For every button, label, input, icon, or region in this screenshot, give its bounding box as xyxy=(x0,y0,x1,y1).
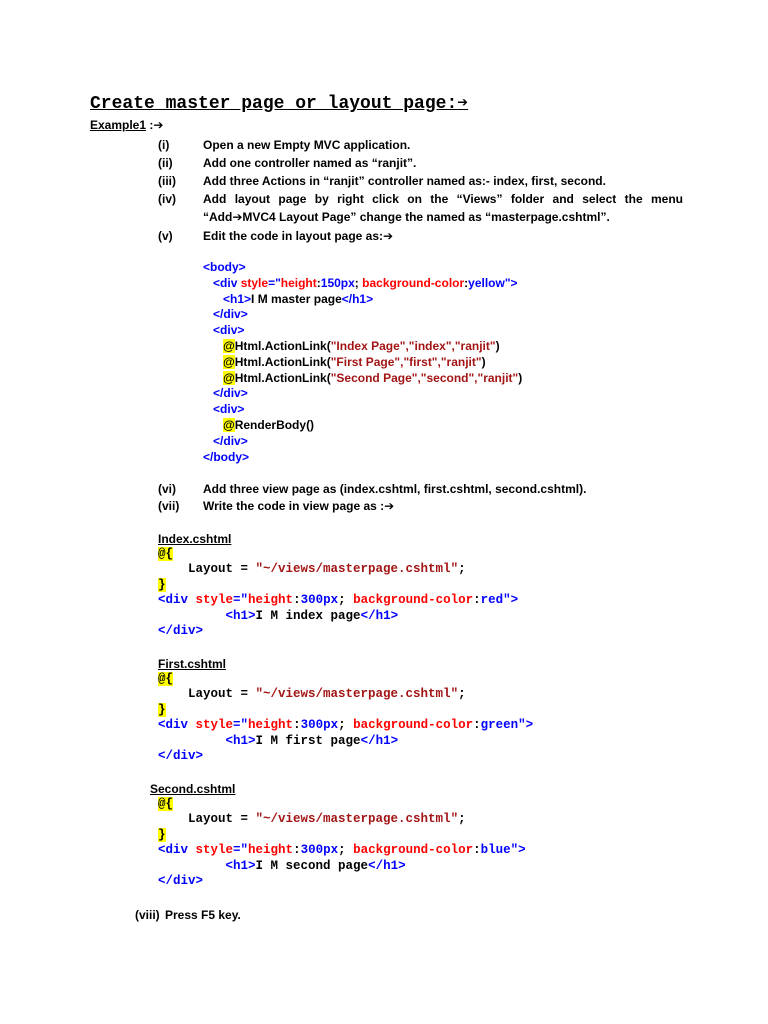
view-code-block: @{ Layout = "~/views/masterpage.cshtml"; } <div style="height:300px; background-color:blue"> <h1>I M second page</h1> </div> xyxy=(158,797,526,889)
step-text: Press F5 key. xyxy=(165,908,241,922)
step-text: Add three view page as (index.cshtml, first.cshtml, second.cshtml). xyxy=(203,482,587,496)
step-number: (ii) xyxy=(158,156,173,170)
right-arrow-icon: ➔ xyxy=(457,94,469,114)
step-number: (v) xyxy=(158,229,173,243)
step-number: (vii) xyxy=(158,499,180,513)
layout-code-block: <body> <div style="height:150px; background-color:yellow"> <h1>I M master page</h1> </div> <div> @Html.ActionLink("Index Page","index","ranjit") @Html.ActionLink("First Page","first","ranjit") @Html.ActionLink("Second Page","second","ranjit") </div> <div> @RenderBody() </div> </body> xyxy=(203,260,523,464)
page-title: Create master page or layout page:➔ xyxy=(90,94,469,114)
step-number: (iii) xyxy=(158,174,176,188)
step-text: Add three Actions in “ranjit” controller named as:- index, first, second. xyxy=(203,174,606,188)
example-heading: Example1 :➔ xyxy=(90,118,164,132)
step-number: (viii) xyxy=(135,908,160,922)
view-code-block: @{ Layout = "~/views/masterpage.cshtml"; } <div style="height:300px; background-color:red"> <h1>I M index page</h1> </div> xyxy=(158,547,519,639)
step-text: Open a new Empty MVC application. xyxy=(203,138,411,152)
step-number: (vi) xyxy=(158,482,176,496)
step-number: (i) xyxy=(158,138,170,152)
step-text: Edit the code in layout page as:➔ xyxy=(203,229,394,243)
right-arrow-icon: ➔ xyxy=(153,118,164,132)
view-file-name: Index.cshtml xyxy=(158,532,232,546)
view-file-name: First.cshtml xyxy=(158,657,227,671)
view-code-block: @{ Layout = "~/views/masterpage.cshtml"; } <div style="height:300px; background-color:green"> <h1>I M first page</h1> </div> xyxy=(158,672,534,764)
step-text: Add layout page by right click on the “Views” folder and select the menu “Add➔MVC4 Layout Page” change the named as “masterpage.cshtml”. xyxy=(203,192,683,224)
step-text: Add one controller named as “ranjit”. xyxy=(203,156,417,170)
view-file-name: Second.cshtml xyxy=(150,782,236,796)
step-number: (iv) xyxy=(158,192,176,206)
step-text: Write the code in view page as :➔ xyxy=(203,499,395,513)
